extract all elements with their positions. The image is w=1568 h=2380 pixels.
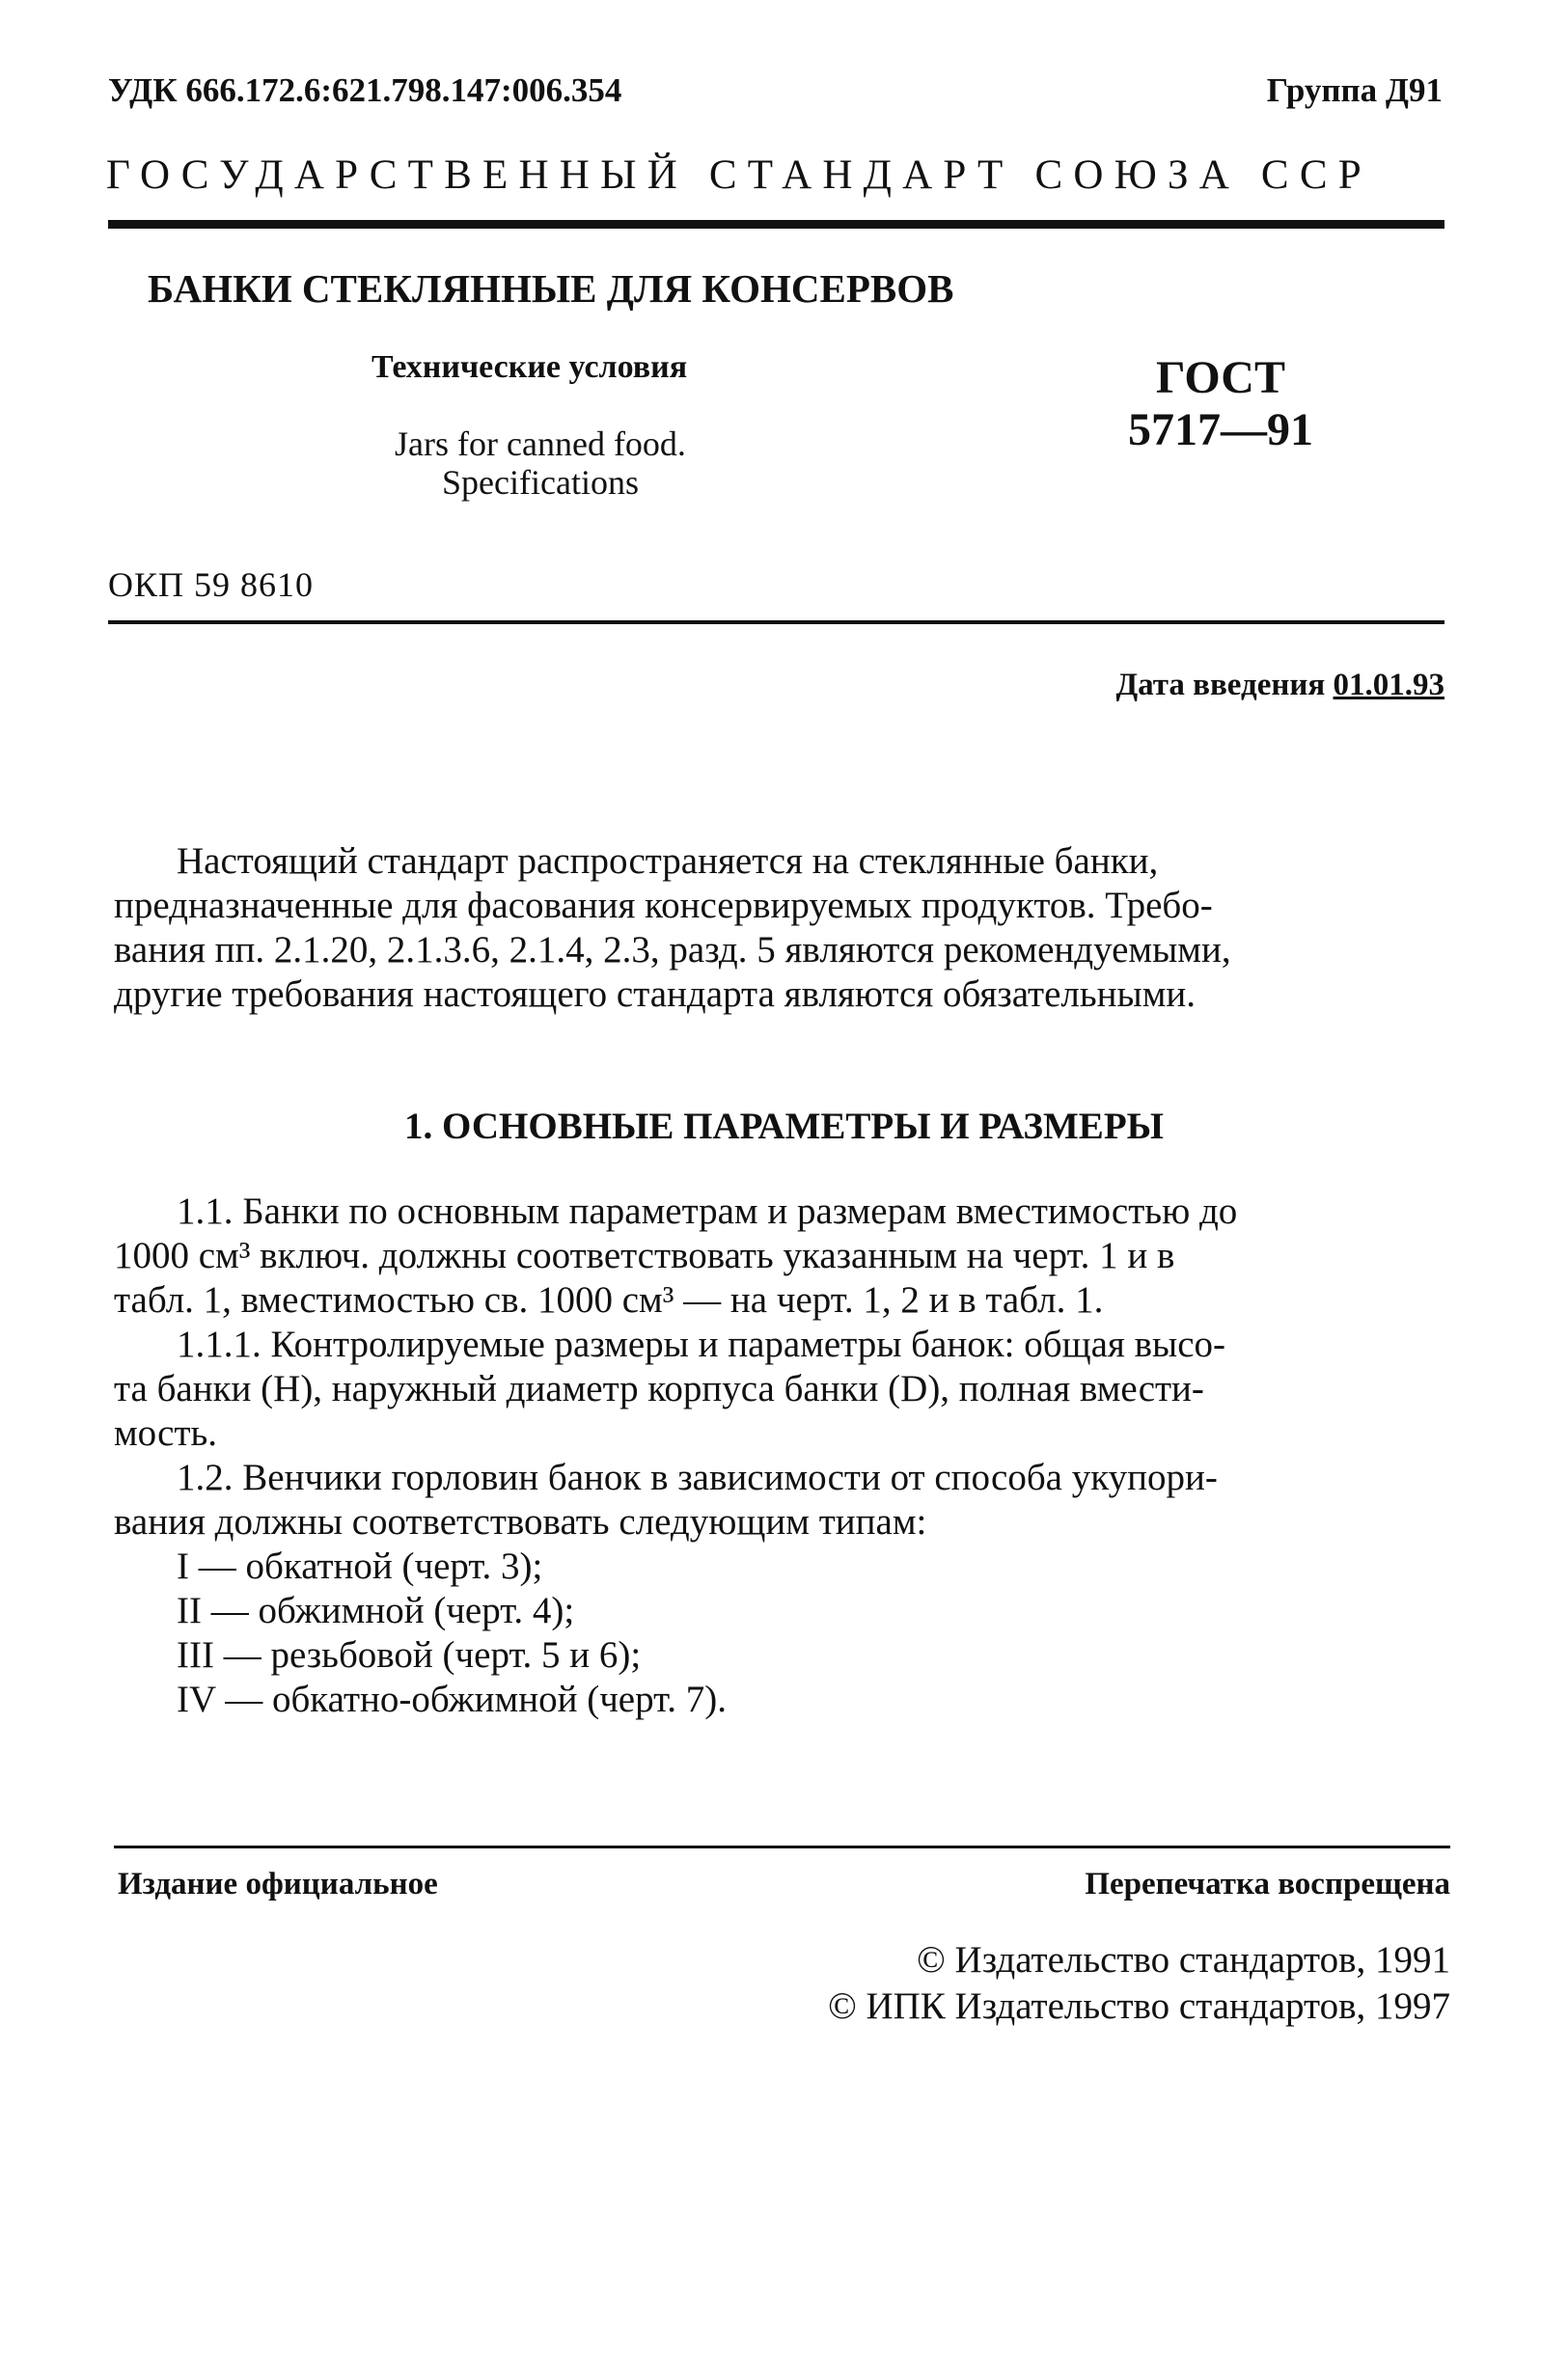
intro-paragraph [114, 839, 1450, 1017]
copyright-line: © ИПК Издательство стандартов, 1997 [828, 1985, 1450, 2027]
no-reprint-label: Перепечатка воспрещена [1085, 1867, 1450, 1901]
list-item: III — резьбовой (черт. 5 и 6); [177, 1634, 642, 1676]
text-line: 1.1.1. Контролируемые размеры и параметры банок: общая высо- [177, 1324, 1226, 1365]
document-title: БАНКИ СТЕКЛЯННЫЕ ДЛЯ КОНСЕРВОВ [148, 266, 954, 311]
english-title-line: Specifications [442, 463, 639, 502]
text-line: вания должны соответствовать следующим типам: [114, 1501, 927, 1543]
intro-date-label: Дата введения [1115, 668, 1326, 702]
list-item: I — обкатной (черт. 3); [177, 1546, 543, 1587]
list-item: IV — обкатно-обжимной (черт. 7). [177, 1679, 727, 1720]
text-line: Настоящий стандарт распространяется на стеклянные банки, [177, 840, 1159, 882]
intro-date-value: 01.01.93 [1333, 668, 1444, 702]
list-item: II — обжимной (черт. 4); [177, 1590, 575, 1631]
text-line: другие требования настоящего стандарта являются обязательными. [114, 973, 1197, 1015]
text-line: вания пп. 2.1.20, 2.1.3.6, 2.1.4, 2.3, разд. 5 являются рекомендуемыми, [114, 929, 1231, 971]
text-line: 1.2. Венчики горловин банок в зависимости от способа укупори- [177, 1457, 1218, 1498]
okp-code: ОКП 59 8610 [108, 565, 315, 604]
copyright-line: © Издательство стандартов, 1991 [917, 1939, 1450, 1981]
english-title [328, 424, 753, 502]
text-line: табл. 1, вместимостью св. 1000 см³ — на черт. 1, 2 и в табл. 1. [114, 1279, 1104, 1321]
section-heading: 1. ОСНОВНЫЕ ПАРАМЕТРЫ И РАЗМЕРЫ [404, 1106, 1164, 1147]
title-divider [108, 620, 1444, 624]
gost-designation [1110, 352, 1332, 456]
official-edition-label: Издание официальное [118, 1867, 438, 1901]
text-line: та банки (H), наружный диаметр корпуса банки (D), полная вмести- [114, 1368, 1204, 1409]
header-divider [108, 220, 1444, 229]
footer-divider [114, 1846, 1450, 1848]
text-line: мость. [114, 1412, 218, 1454]
section-body [114, 1190, 1450, 1722]
state-standard-heading: ГОСУДАРСТВЕННЫЙ СТАНДАРТ СОЮЗА ССР [106, 152, 1372, 198]
text-line: 1.1. Банки по основным параметрам и размерам вместимостью до [177, 1190, 1238, 1232]
gost-number: 5717—91 [1128, 404, 1313, 455]
gost-label: ГОСТ [1156, 352, 1285, 403]
introduction-date [1115, 668, 1444, 703]
text-line: предназначенные для фасования консервируемых продуктов. Требо- [114, 885, 1213, 926]
copyright-block [582, 1937, 1450, 2030]
text-line: 1000 см³ включ. должны соответствовать указанным на черт. 1 и в [114, 1235, 1175, 1276]
udk-code: УДК 666.172.6:621.798.147:006.354 [108, 71, 622, 109]
technical-conditions-subtitle: Технические условия [371, 349, 688, 385]
english-title-line: Jars for canned food. [395, 424, 686, 463]
group-code: Группа Д91 [1266, 71, 1443, 109]
